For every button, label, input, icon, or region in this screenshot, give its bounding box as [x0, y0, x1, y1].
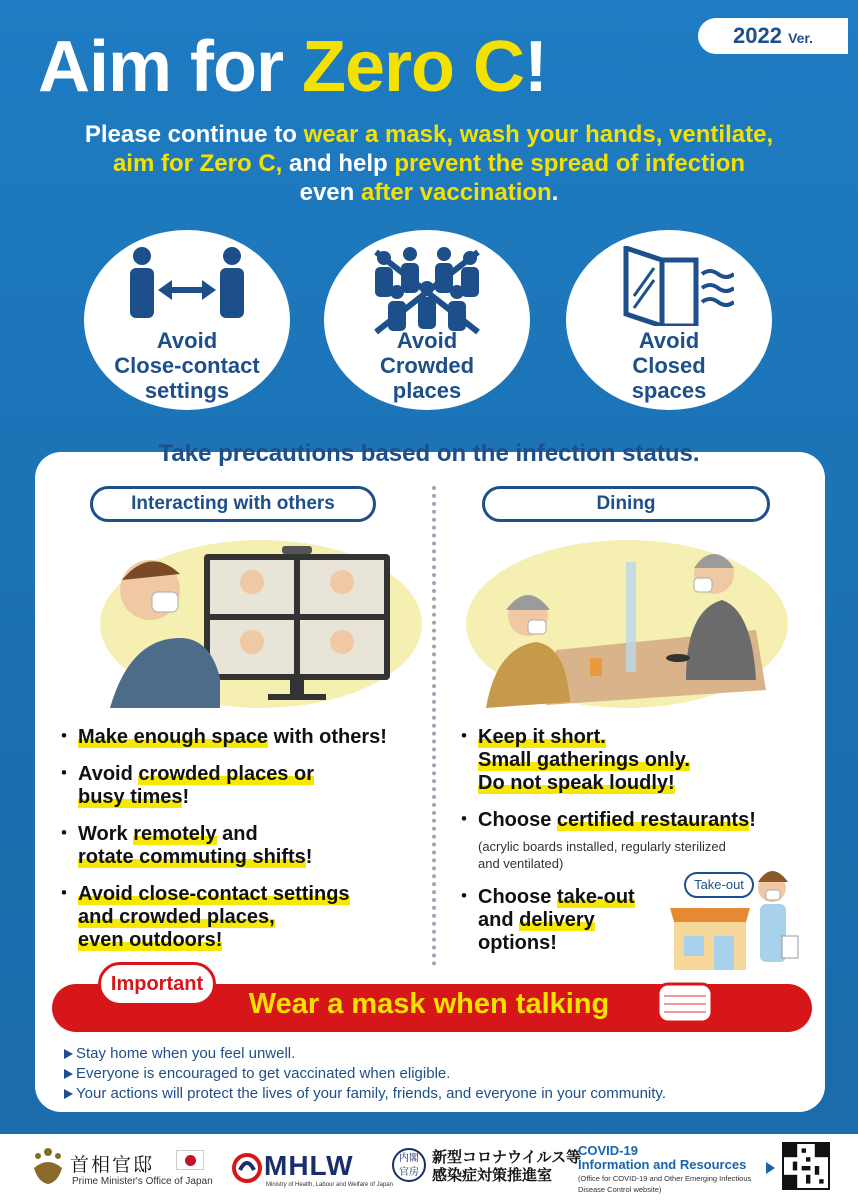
- cabinet-name-line-1: 新型コロナウイルス等: [432, 1148, 582, 1166]
- pmo-name-jp: 首相官邸: [70, 1154, 155, 1176]
- avoid-crowded-circle: [324, 230, 530, 410]
- highlighted-text: aim for Zero C,: [112, 150, 283, 177]
- subtitle-line-2: [0, 149, 858, 178]
- mask-icon: [650, 972, 720, 1032]
- page-title: [38, 26, 547, 108]
- avoid-1-line-1: Avoid: [156, 328, 218, 353]
- plain-text: Choose: [478, 809, 557, 831]
- plain-text: .: [551, 179, 559, 206]
- highlighted-text: Make enough space: [78, 726, 269, 748]
- section-divider: [432, 486, 436, 966]
- plain-text: and: [216, 823, 258, 845]
- pmo-logo: [30, 1146, 213, 1191]
- footnote-item: Everyone is encouraged to get vaccinated when eligible.: [62, 1064, 666, 1084]
- covid-subtitle-2: Disease Control website): [578, 1185, 662, 1194]
- crowd-icon: [362, 246, 492, 336]
- highlighted-text: prevent the spread of infection: [394, 150, 746, 177]
- remote-meeting-illustration: [100, 540, 422, 708]
- subtitle-line-3: [0, 178, 858, 207]
- tip-item: [60, 883, 430, 952]
- highlighted-text: delivery: [519, 909, 595, 931]
- arrow-right-icon: [766, 1162, 775, 1174]
- edition-year: 2022: [733, 23, 782, 48]
- subtitle: [0, 120, 858, 207]
- interacting-section-title: Interacting with others: [90, 486, 376, 522]
- edition-suffix: Ver.: [788, 30, 813, 46]
- edition-badge: [698, 18, 848, 54]
- avoid-3-line-2: Closed: [632, 353, 706, 378]
- tip-item: [460, 809, 810, 872]
- highlighted-text: even outdoors!: [78, 929, 223, 951]
- title-suffix: !: [524, 27, 548, 107]
- covid-info-link[interactable]: [578, 1144, 751, 1194]
- banner-message: Wear a mask when talking: [248, 988, 610, 1020]
- avoid-3-line-3: spaces: [631, 378, 707, 403]
- footnotes: [62, 1044, 666, 1104]
- plain-text: Work: [78, 823, 134, 845]
- plain-text: !: [305, 846, 313, 868]
- highlighted-text: rotate commuting shifts: [78, 846, 306, 868]
- plain-text: !: [182, 786, 190, 808]
- takeout-speech-bubble: Take-out: [684, 872, 754, 898]
- plain-text: options!: [478, 932, 557, 954]
- title-prefix: Aim for: [38, 27, 303, 107]
- panel-heading: Take precautions based on the infection status.: [158, 440, 700, 467]
- plain-text: !: [749, 809, 756, 831]
- cabinet-office-name: [432, 1148, 581, 1184]
- paulownia-crest-icon: [30, 1146, 66, 1186]
- highlighted-text: busy times: [78, 786, 183, 808]
- highlighted-text: wear a mask, wash your hands, ventilate,: [303, 121, 774, 148]
- covid-subtitle-1: (Office for COVID-19 and Other Emerging Infectious: [578, 1174, 752, 1183]
- avoid-closed-spaces-circle: [566, 230, 772, 410]
- mhlw-full-name: Ministry of Health, Labour and Welfare of Japan: [266, 1182, 393, 1188]
- highlighted-text: crowded places or: [138, 763, 314, 785]
- cabinet-seal: 内閣 官房: [392, 1148, 426, 1182]
- tip-item: [60, 823, 430, 869]
- covid-title-line-2: Information and Resources: [578, 1157, 747, 1172]
- highlighted-text: Keep it short.: [478, 726, 606, 748]
- avoid-1-line-2: Close-contact: [114, 353, 260, 378]
- mhlw-logo: [232, 1148, 393, 1193]
- plain-text: even: [299, 179, 361, 206]
- window-icon: [604, 246, 734, 326]
- highlighted-text: take-out: [556, 886, 635, 908]
- covid-title-line-1: COVID-19: [578, 1143, 638, 1158]
- avoid-2-line-1: Avoid: [396, 328, 458, 353]
- tip-item: [60, 726, 430, 749]
- highlighted-text: remotely: [133, 823, 217, 845]
- dining-illustration: [466, 540, 788, 708]
- important-tag: Important: [98, 962, 216, 1006]
- avoid-3-line-1: Avoid: [638, 328, 700, 353]
- restaurant-table-image: [466, 540, 788, 708]
- takeout-shop-illustration: [666, 866, 802, 976]
- avoid-2-line-2: Crowded: [379, 353, 475, 378]
- highlighted-text: and crowded places,: [78, 906, 275, 928]
- highlighted-text: certified restaurants: [556, 809, 750, 831]
- subtitle-line-1: [0, 120, 858, 149]
- highlighted-text: Avoid close-contact settings: [78, 883, 350, 905]
- avoid-1-line-3: settings: [144, 378, 230, 403]
- tip-item: [460, 726, 810, 795]
- dining-section-title: Dining: [482, 486, 770, 522]
- mhlw-acronym: MHLW: [264, 1150, 354, 1181]
- highlighted-text: Small gatherings only.: [478, 749, 690, 771]
- plain-text: and: [478, 909, 520, 931]
- tip-note: (acrylic boards installed, regularly sterilized and ventilated): [478, 839, 726, 871]
- tip-item: [60, 763, 430, 809]
- mhlw-mark-icon: [232, 1148, 262, 1188]
- distance-icon: [122, 246, 252, 326]
- plain-text: Please continue to: [84, 121, 304, 148]
- japan-flag-icon: [176, 1150, 204, 1170]
- plain-text: Avoid: [78, 763, 139, 785]
- highlighted-text: after vaccination: [360, 179, 552, 206]
- avoid-2-line-3: places: [392, 378, 462, 403]
- plain-text: Choose: [478, 886, 557, 908]
- pmo-name-en: Prime Minister's Office of Japan: [72, 1176, 213, 1187]
- interacting-tips-list: [60, 726, 430, 966]
- avoid-close-contact-circle: [84, 230, 290, 410]
- plain-text: with others!: [268, 726, 387, 748]
- footnote-item: Stay home when you feel unwell.: [62, 1044, 666, 1064]
- plain-text: and help: [282, 150, 395, 177]
- cabinet-name-line-2: 感染症対策推進室: [432, 1166, 553, 1184]
- video-call-image: [100, 540, 422, 708]
- qr-code[interactable]: [782, 1142, 830, 1190]
- title-highlight: Zero C: [302, 27, 525, 107]
- highlighted-text: Do not speak loudly!: [478, 772, 675, 794]
- footnote-item: Your actions will protect the lives of your family, friends, and everyone in your community.: [62, 1084, 666, 1104]
